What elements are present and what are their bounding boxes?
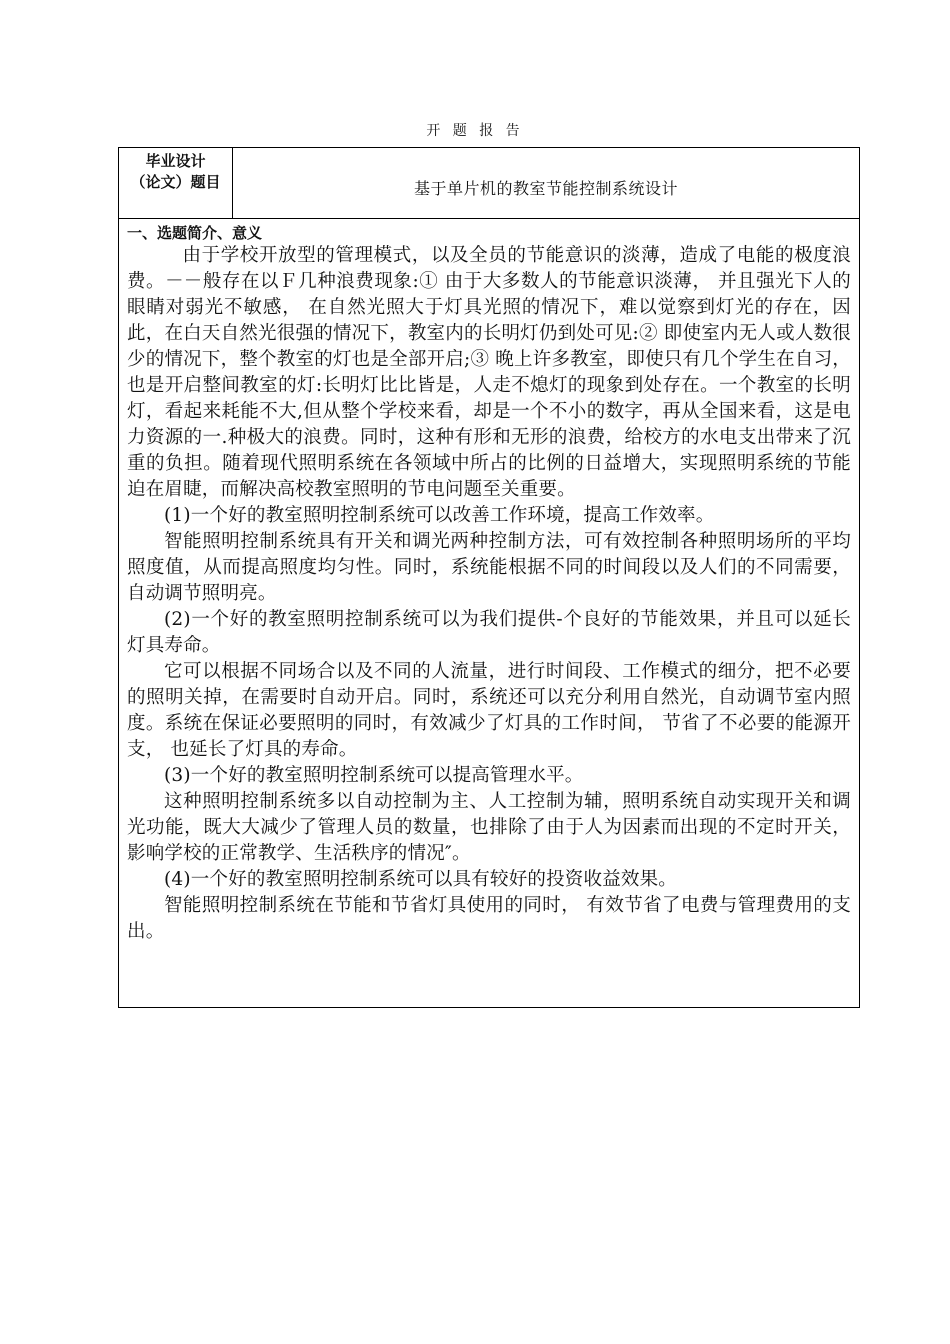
- topic-row: [119, 148, 859, 219]
- paragraph: (4)一个好的教室照明控制系统可以具有较好的投资收益效果。: [164, 869, 678, 890]
- topic-value: 基于单片机的教室节能控制系统设计: [413, 179, 678, 198]
- topic-label-line2: （论文）题目: [130, 173, 221, 191]
- body-text: [127, 243, 851, 945]
- paragraph: (2)一个好的教室照明控制系统可以为我们提供-个良好的节能效果，并且可以延长灯具寿命。: [127, 609, 851, 656]
- section-heading: 一、选题简介、意义: [127, 224, 263, 242]
- paragraph: 智能照明控制系统具有开关和调光两种控制方法，可有效控制各种照明场所的平均照度值，从而提高照度均匀性。同时，系统能根据不同的时间段以及人们的不同需要，自动调节照明亮。: [127, 531, 851, 604]
- content-cell: [119, 219, 859, 1007]
- report-table: [118, 147, 860, 1008]
- topic-label-line1: 毕业设计: [145, 152, 206, 170]
- topic-label-cell: [119, 148, 233, 218]
- document-title: 开 题 报 告: [426, 123, 524, 139]
- paragraph: (1)一个好的教室照明控制系统可以改善工作环境，提高工作效率。: [164, 505, 715, 526]
- paragraph: (3)一个好的教室照明控制系统可以提高管理水平。: [164, 765, 584, 786]
- paragraph: 智能照明控制系统在节能和节省灯具使用的同时， 有效节省了电费与管理费用的支出。: [127, 895, 851, 942]
- paragraph: 它可以根据不同场合以及不同的人流量，进行时间段、工作模式的细分，把不必要的照明关掉，在需要时自动开启。同时，系统还可以充分利用自然光，自动调节室内照度。系统在保证必要照明的同时，有效减少了灯具的工作时间， 节省了不必要的能源开支， 也延长了灯具的寿命。: [127, 661, 851, 760]
- paragraph: 这种照明控制系统多以自动控制为主、人工控制为辅，照明系统自动实现开关和调光功能，既大大减少了管理人员的数量，也排除了由于人为因素而出现的不定时开关， 影响学校的正常教学、生活秩序的情况″。: [127, 791, 851, 864]
- topic-value-cell: [233, 148, 859, 218]
- paragraph: 由于学校开放型的管理模式，以及全员的节能意识的淡薄，造成了电能的极度浪费。－－般存在以Ｆ几种浪费现象:① 由于大多数人的节能意识淡薄， 并且强光下人的眼睛对弱光不敏感， 在自然光照大于灯具光照的情况下，难以觉察到灯光的存在，因此，在白天自然光很强的情况下，教室内的长明灯仍到处可见:② 即使室内无人或人数很少的情况下，整个教室的灯也是全部开启;③ 晚上许多教室，即使只有几个学生在自习，也是开启整间教室的灯:长明灯比比皆是，人走不熄灯的现象到处存在。一个教室的长明灯，看起来耗能不大,但从整个学校来看，却是一个不小的数字，再从全国来看，这是电力资源的一.种极大的浪费。同时，这种有形和无形的浪费，给校方的水电支出带来了沉重的负担。随着现代照明系统在各领域中所占的比例的日益增大，实现照明系统的节能迫在眉睫，而解决高校教室照明的节电问题至关重要。: [127, 245, 851, 500]
